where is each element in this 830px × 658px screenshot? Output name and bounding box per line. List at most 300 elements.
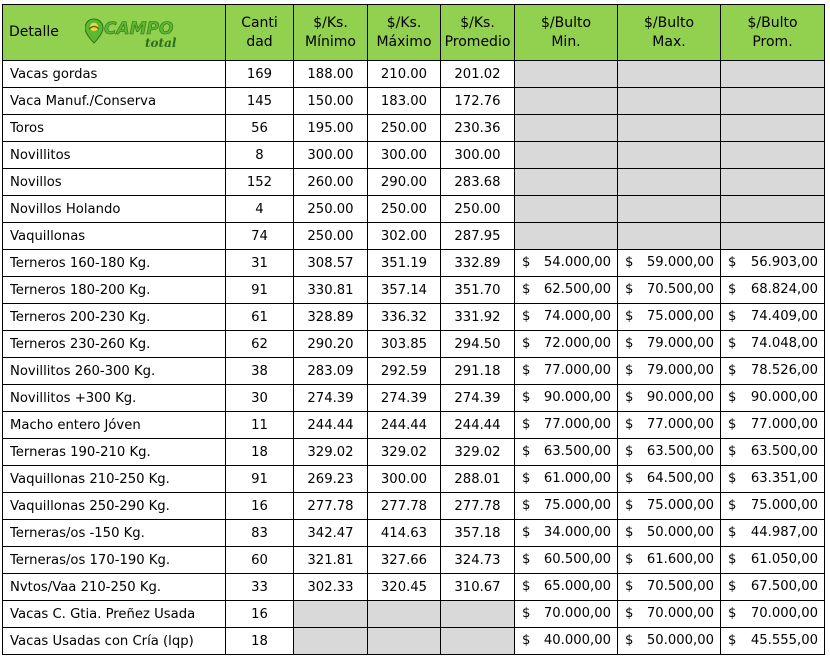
currency-symbol: $ xyxy=(625,282,634,297)
row-ks-prom: 287.95 xyxy=(441,223,515,250)
row-cantidad: 33 xyxy=(226,574,294,601)
row-bprom xyxy=(721,520,825,547)
row-detalle: Terneros 230-260 Kg. xyxy=(3,331,226,358)
empty-cell xyxy=(515,61,618,88)
row-detalle: Novillitos xyxy=(3,142,226,169)
table-row xyxy=(3,358,825,385)
row-ks-prom: 201.02 xyxy=(441,61,515,88)
row-ks-min: 329.02 xyxy=(294,439,368,466)
row-ks-min: 328.89 xyxy=(294,304,368,331)
row-detalle: Vaca Manuf./Conserva xyxy=(3,88,226,115)
currency-symbol: $ xyxy=(522,525,531,540)
amount: 90.000,00 xyxy=(543,390,611,405)
row-ks-max: 300.00 xyxy=(368,142,441,169)
row-detalle: Novillos xyxy=(3,169,226,196)
table-row xyxy=(3,88,825,115)
table-row xyxy=(3,547,825,574)
row-bmin xyxy=(515,466,618,493)
row-cantidad: 8 xyxy=(226,142,294,169)
empty-cell xyxy=(515,196,618,223)
amount: 50.000,00 xyxy=(646,633,714,648)
row-cantidad: 83 xyxy=(226,520,294,547)
table-row xyxy=(3,520,825,547)
table-row xyxy=(3,601,825,628)
currency-symbol: $ xyxy=(522,390,531,405)
row-bmax xyxy=(618,574,721,601)
row-bprom xyxy=(721,628,825,655)
empty-cell xyxy=(515,88,618,115)
row-cantidad: 16 xyxy=(226,493,294,520)
empty-cell xyxy=(618,196,721,223)
header-detalle: Detalle xyxy=(9,24,59,40)
row-ks-prom: 331.92 xyxy=(441,304,515,331)
empty-cell xyxy=(515,223,618,250)
row-ks-max: 329.02 xyxy=(368,439,441,466)
row-bmin xyxy=(515,358,618,385)
row-ks-min: 250.00 xyxy=(294,196,368,223)
currency-symbol: $ xyxy=(625,471,634,486)
amount: 63.351,00 xyxy=(750,471,818,486)
row-bprom xyxy=(721,493,825,520)
amount: 67.500,00 xyxy=(750,579,818,594)
amount: 75.000,00 xyxy=(543,498,611,513)
row-detalle: Terneras/os -150 Kg. xyxy=(3,520,226,547)
row-ks-max: 244.44 xyxy=(368,412,441,439)
currency-symbol: $ xyxy=(728,363,737,378)
row-ks-max: 183.00 xyxy=(368,88,441,115)
row-bprom xyxy=(721,601,825,628)
header-bulto-min: $/Bulto Min. xyxy=(515,5,618,61)
currency-symbol: $ xyxy=(728,471,737,486)
empty-cell xyxy=(515,169,618,196)
currency-symbol: $ xyxy=(728,282,737,297)
currency-symbol: $ xyxy=(522,444,531,459)
currency-symbol: $ xyxy=(522,471,531,486)
row-bmax xyxy=(618,520,721,547)
row-ks-max: 302.00 xyxy=(368,223,441,250)
row-bmax xyxy=(618,331,721,358)
currency-symbol: $ xyxy=(625,633,634,648)
amount: 70.500,00 xyxy=(646,579,714,594)
row-ks-min: 274.39 xyxy=(294,385,368,412)
empty-cell xyxy=(618,88,721,115)
header-cantidad: Canti dad xyxy=(226,5,294,61)
row-ks-prom: 244.44 xyxy=(441,412,515,439)
campo-total-logo xyxy=(85,16,189,50)
currency-symbol: $ xyxy=(728,606,737,621)
row-cantidad: 152 xyxy=(226,169,294,196)
row-ks-max: 250.00 xyxy=(368,115,441,142)
table-row xyxy=(3,115,825,142)
row-cantidad: 91 xyxy=(226,466,294,493)
currency-symbol: $ xyxy=(625,552,634,567)
row-ks-min: 300.00 xyxy=(294,142,368,169)
table-row xyxy=(3,61,825,88)
row-ks-prom: 291.18 xyxy=(441,358,515,385)
currency-symbol: $ xyxy=(522,606,531,621)
price-table xyxy=(2,4,825,655)
row-ks-max: 327.66 xyxy=(368,547,441,574)
row-ks-max: 290.00 xyxy=(368,169,441,196)
row-bmin xyxy=(515,304,618,331)
amount: 79.000,00 xyxy=(646,363,714,378)
row-detalle: Terneras 190-210 Kg. xyxy=(3,439,226,466)
currency-symbol: $ xyxy=(522,282,531,297)
amount: 70.500,00 xyxy=(646,282,714,297)
amount: 40.000,00 xyxy=(543,633,611,648)
row-bmax xyxy=(618,250,721,277)
row-bmin xyxy=(515,331,618,358)
row-cantidad: 56 xyxy=(226,115,294,142)
row-ks-prom: 324.73 xyxy=(441,547,515,574)
row-ks-prom: 250.00 xyxy=(441,196,515,223)
row-bmin xyxy=(515,250,618,277)
amount: 60.500,00 xyxy=(543,552,611,567)
currency-symbol: $ xyxy=(522,552,531,567)
row-bmin xyxy=(515,574,618,601)
amount: 62.500,00 xyxy=(543,282,611,297)
table-row xyxy=(3,628,825,655)
amount: 70.000,00 xyxy=(750,606,818,621)
amount: 77.000,00 xyxy=(750,417,818,432)
amount: 75.000,00 xyxy=(646,309,714,324)
logo-sub-text: total xyxy=(145,36,177,50)
row-detalle: Nvtos/Vaa 210-250 Kg. xyxy=(3,574,226,601)
amount: 64.500,00 xyxy=(646,471,714,486)
empty-cell xyxy=(618,169,721,196)
currency-symbol: $ xyxy=(625,309,634,324)
row-bprom xyxy=(721,250,825,277)
header-row xyxy=(3,5,825,61)
row-bprom xyxy=(721,466,825,493)
row-bmax xyxy=(618,277,721,304)
amount: 90.000,00 xyxy=(750,390,818,405)
currency-symbol: $ xyxy=(728,444,737,459)
empty-cell xyxy=(721,88,825,115)
table-row xyxy=(3,277,825,304)
amount: 90.000,00 xyxy=(646,390,714,405)
row-detalle: Terneros 200-230 Kg. xyxy=(3,304,226,331)
row-bmin xyxy=(515,628,618,655)
row-detalle: Vacas Usadas con Cría (lqp) xyxy=(3,628,226,655)
row-ks-max: 351.19 xyxy=(368,250,441,277)
row-ks-max: 357.14 xyxy=(368,277,441,304)
currency-symbol: $ xyxy=(728,498,737,513)
row-ks-prom: 310.67 xyxy=(441,574,515,601)
row-cantidad: 60 xyxy=(226,547,294,574)
amount: 59.000,00 xyxy=(646,255,714,270)
table-row xyxy=(3,493,825,520)
row-ks-max: 274.39 xyxy=(368,385,441,412)
row-ks-max: 336.32 xyxy=(368,304,441,331)
amount: 34.000,00 xyxy=(543,525,611,540)
row-ks-min: 321.81 xyxy=(294,547,368,574)
row-cantidad: 11 xyxy=(226,412,294,439)
row-ks-min: 342.47 xyxy=(294,520,368,547)
empty-cell xyxy=(441,601,515,628)
row-bmax xyxy=(618,439,721,466)
amount: 65.000,00 xyxy=(543,579,611,594)
amount: 61.000,00 xyxy=(543,471,611,486)
table-row xyxy=(3,304,825,331)
empty-cell xyxy=(618,115,721,142)
empty-cell xyxy=(721,196,825,223)
amount: 63.500,00 xyxy=(750,444,818,459)
row-detalle: Vacas gordas xyxy=(3,61,226,88)
row-bmin xyxy=(515,439,618,466)
row-ks-prom: 300.00 xyxy=(441,142,515,169)
table-row xyxy=(3,574,825,601)
empty-cell xyxy=(618,142,721,169)
row-ks-prom: 230.36 xyxy=(441,115,515,142)
currency-symbol: $ xyxy=(522,363,531,378)
row-detalle: Toros xyxy=(3,115,226,142)
row-ks-max: 292.59 xyxy=(368,358,441,385)
row-bmax xyxy=(618,628,721,655)
amount: 70.000,00 xyxy=(543,606,611,621)
currency-symbol: $ xyxy=(728,255,737,270)
row-bmax xyxy=(618,385,721,412)
row-ks-prom: 294.50 xyxy=(441,331,515,358)
currency-symbol: $ xyxy=(625,525,634,540)
row-bmax xyxy=(618,412,721,439)
currency-symbol: $ xyxy=(625,336,634,351)
row-bprom xyxy=(721,304,825,331)
row-ks-max: 414.63 xyxy=(368,520,441,547)
amount: 63.500,00 xyxy=(543,444,611,459)
currency-symbol: $ xyxy=(728,390,737,405)
header-bulto-max: $/Bulto Max. xyxy=(618,5,721,61)
row-cantidad: 16 xyxy=(226,601,294,628)
row-cantidad: 4 xyxy=(226,196,294,223)
price-table-container xyxy=(2,4,825,655)
row-ks-max: 210.00 xyxy=(368,61,441,88)
row-ks-prom: 332.89 xyxy=(441,250,515,277)
row-bmax xyxy=(618,304,721,331)
row-ks-min: 330.81 xyxy=(294,277,368,304)
empty-cell xyxy=(618,61,721,88)
row-bmin xyxy=(515,385,618,412)
currency-symbol: $ xyxy=(522,309,531,324)
row-ks-min: 244.44 xyxy=(294,412,368,439)
row-ks-min: 283.09 xyxy=(294,358,368,385)
currency-symbol: $ xyxy=(522,498,531,513)
row-bmin xyxy=(515,493,618,520)
currency-symbol: $ xyxy=(728,525,737,540)
row-ks-max: 300.00 xyxy=(368,466,441,493)
row-detalle: Terneras/os 170-190 Kg. xyxy=(3,547,226,574)
table-body xyxy=(3,61,825,655)
empty-cell xyxy=(721,169,825,196)
row-bprom xyxy=(721,385,825,412)
row-ks-max: 277.78 xyxy=(368,493,441,520)
header-ks-minimo: $/Ks. Mínimo xyxy=(294,5,368,61)
header-bulto-prom: $/Bulto Prom. xyxy=(721,5,825,61)
row-bmax xyxy=(618,601,721,628)
row-bprom xyxy=(721,358,825,385)
row-ks-min: 302.33 xyxy=(294,574,368,601)
currency-symbol: $ xyxy=(625,444,634,459)
row-cantidad: 38 xyxy=(226,358,294,385)
row-bprom xyxy=(721,439,825,466)
row-bmax xyxy=(618,547,721,574)
row-ks-prom: 357.18 xyxy=(441,520,515,547)
amount: 74.000,00 xyxy=(543,309,611,324)
row-detalle: Vaquillonas 210-250 Kg. xyxy=(3,466,226,493)
row-cantidad: 31 xyxy=(226,250,294,277)
row-ks-min: 277.78 xyxy=(294,493,368,520)
currency-symbol: $ xyxy=(728,579,737,594)
row-bmin xyxy=(515,547,618,574)
amount: 77.000,00 xyxy=(646,417,714,432)
row-ks-min: 290.20 xyxy=(294,331,368,358)
row-ks-max: 303.85 xyxy=(368,331,441,358)
empty-cell xyxy=(721,61,825,88)
row-ks-prom: 329.02 xyxy=(441,439,515,466)
row-ks-max: 320.45 xyxy=(368,574,441,601)
empty-cell xyxy=(721,223,825,250)
row-ks-min: 308.57 xyxy=(294,250,368,277)
empty-cell xyxy=(721,115,825,142)
row-cantidad: 74 xyxy=(226,223,294,250)
header-ks-maximo: $/Ks. Máximo xyxy=(368,5,441,61)
table-row xyxy=(3,142,825,169)
currency-symbol: $ xyxy=(625,606,634,621)
row-detalle: Novillitos +300 Kg. xyxy=(3,385,226,412)
row-cantidad: 18 xyxy=(226,439,294,466)
amount: 56.903,00 xyxy=(750,255,818,270)
row-detalle: Vaquillonas xyxy=(3,223,226,250)
amount: 77.000,00 xyxy=(543,363,611,378)
row-ks-min: 269.23 xyxy=(294,466,368,493)
currency-symbol: $ xyxy=(522,633,531,648)
currency-symbol: $ xyxy=(625,255,634,270)
row-bmax xyxy=(618,493,721,520)
currency-symbol: $ xyxy=(728,309,737,324)
row-bprom xyxy=(721,412,825,439)
row-ks-min: 250.00 xyxy=(294,223,368,250)
row-detalle: Macho entero Jóven xyxy=(3,412,226,439)
row-cantidad: 145 xyxy=(226,88,294,115)
empty-cell xyxy=(515,142,618,169)
amount: 79.000,00 xyxy=(646,336,714,351)
currency-symbol: $ xyxy=(625,417,634,432)
row-bmax xyxy=(618,358,721,385)
row-bmax xyxy=(618,466,721,493)
currency-symbol: $ xyxy=(625,579,634,594)
amount: 68.824,00 xyxy=(750,282,818,297)
amount: 50.000,00 xyxy=(646,525,714,540)
table-row xyxy=(3,223,825,250)
table-row xyxy=(3,250,825,277)
currency-symbol: $ xyxy=(728,336,737,351)
amount: 77.000,00 xyxy=(543,417,611,432)
row-cantidad: 61 xyxy=(226,304,294,331)
amount: 74.048,00 xyxy=(750,336,818,351)
row-ks-prom: 351.70 xyxy=(441,277,515,304)
currency-symbol: $ xyxy=(522,579,531,594)
header-ks-promedio: $/Ks. Promedio xyxy=(441,5,515,61)
amount: 78.526,00 xyxy=(750,363,818,378)
row-ks-prom: 172.76 xyxy=(441,88,515,115)
table-row xyxy=(3,169,825,196)
currency-symbol: $ xyxy=(625,498,634,513)
row-bmin xyxy=(515,520,618,547)
row-cantidad: 169 xyxy=(226,61,294,88)
row-cantidad: 62 xyxy=(226,331,294,358)
row-ks-min: 260.00 xyxy=(294,169,368,196)
row-ks-min: 195.00 xyxy=(294,115,368,142)
row-ks-min: 150.00 xyxy=(294,88,368,115)
amount: 63.500,00 xyxy=(646,444,714,459)
row-detalle: Terneros 180-200 Kg. xyxy=(3,277,226,304)
logo-main-text: CAMPO xyxy=(104,19,174,39)
currency-symbol: $ xyxy=(625,390,634,405)
row-detalle: Terneros 160-180 Kg. xyxy=(3,250,226,277)
row-ks-prom: 277.78 xyxy=(441,493,515,520)
row-bmin xyxy=(515,412,618,439)
currency-symbol: $ xyxy=(522,417,531,432)
table-row xyxy=(3,412,825,439)
table-row xyxy=(3,466,825,493)
row-ks-min: 188.00 xyxy=(294,61,368,88)
amount: 61.600,00 xyxy=(646,552,714,567)
row-cantidad: 91 xyxy=(226,277,294,304)
row-detalle: Vaquillonas 250-290 Kg. xyxy=(3,493,226,520)
empty-cell xyxy=(618,223,721,250)
row-ks-max: 250.00 xyxy=(368,196,441,223)
empty-cell xyxy=(294,601,368,628)
header-detalle-cell xyxy=(3,5,226,61)
amount: 61.050,00 xyxy=(750,552,818,567)
empty-cell xyxy=(515,115,618,142)
row-bmin xyxy=(515,277,618,304)
row-cantidad: 18 xyxy=(226,628,294,655)
currency-symbol: $ xyxy=(728,552,737,567)
row-bprom xyxy=(721,574,825,601)
empty-cell xyxy=(721,142,825,169)
row-ks-prom: 288.01 xyxy=(441,466,515,493)
table-row xyxy=(3,439,825,466)
empty-cell xyxy=(294,628,368,655)
empty-cell xyxy=(368,628,441,655)
row-detalle: Novillitos 260-300 Kg. xyxy=(3,358,226,385)
row-ks-prom: 283.68 xyxy=(441,169,515,196)
table-row xyxy=(3,385,825,412)
amount: 75.000,00 xyxy=(750,498,818,513)
table-row xyxy=(3,331,825,358)
currency-symbol: $ xyxy=(522,255,531,270)
row-bprom xyxy=(721,277,825,304)
amount: 70.000,00 xyxy=(646,606,714,621)
row-detalle: Novillos Holando xyxy=(3,196,226,223)
row-cantidad: 30 xyxy=(226,385,294,412)
currency-symbol: $ xyxy=(728,633,737,648)
currency-symbol: $ xyxy=(522,336,531,351)
amount: 45.555,00 xyxy=(750,633,818,648)
amount: 72.000,00 xyxy=(543,336,611,351)
currency-symbol: $ xyxy=(728,417,737,432)
amount: 74.409,00 xyxy=(750,309,818,324)
table-row xyxy=(3,196,825,223)
row-bmin xyxy=(515,601,618,628)
row-bprom xyxy=(721,331,825,358)
row-detalle: Vacas C. Gtia. Preñez Usada xyxy=(3,601,226,628)
row-bprom xyxy=(721,547,825,574)
empty-cell xyxy=(368,601,441,628)
empty-cell xyxy=(441,628,515,655)
amount: 54.000,00 xyxy=(543,255,611,270)
